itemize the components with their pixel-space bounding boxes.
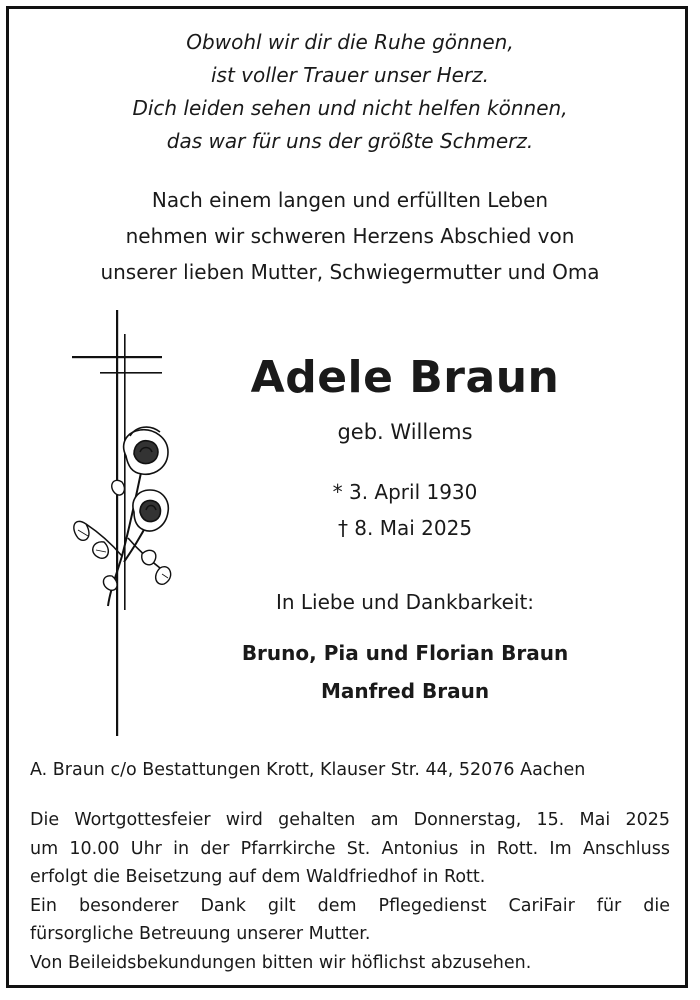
intro-line: Nach einem langen und erfüllten Leben [151, 188, 549, 212]
info-line: um 10.00 Uhr in der Pfarrkirche St. Antonius in Rott. Im Anschluss [30, 838, 670, 859]
closing-phrase: In Liebe und Dankbarkeit: [275, 590, 535, 614]
intro-line: nehmen wir schweren Herzens Abschied von [125, 224, 575, 248]
poem [0, 26, 700, 158]
mourner-line: Bruno, Pia und Florian Braun [241, 641, 569, 665]
info-line: Die Wortgottesfeier wird gehalten am Donnerstag, 15. Mai 2025 [30, 810, 670, 830]
deceased-name: Adele Braun [250, 352, 560, 403]
mourner-line: Manfred Braun [320, 679, 490, 703]
intro-text [0, 182, 700, 290]
death-date: † 8. Mai 2025 [337, 516, 473, 540]
poem-line: Dich leiden sehen und nicht helfen können, [132, 96, 568, 120]
service-info [30, 806, 670, 977]
poem-line: Obwohl wir dir die Ruhe gönnen, [186, 30, 514, 54]
info-line: fürsorgliche Betreuung unserer Mutter. [30, 924, 371, 944]
poem-line: das war für uns der größte Schmerz. [166, 129, 534, 153]
contact-address: A. Braun c/o Bestattungen Krott, Klauser Str. 44, 52076 Aachen [30, 760, 586, 780]
info-line: erfolgt die Beisetzung auf dem Waldfriedhof in Rott. [30, 867, 486, 887]
birth-date: * 3. April 1930 [332, 480, 478, 504]
poem-line: ist voller Trauer unser Herz. [210, 63, 490, 87]
info-line: Ein besonderer Dank gilt dem Pflegedienst CariFair für die [30, 895, 670, 916]
birth-name: geb. Willems [337, 420, 473, 444]
info-line: Von Beileidsbekundungen bitten wir höflichst abzusehen. [30, 952, 532, 973]
life-dates [150, 474, 660, 546]
mourners [150, 634, 660, 710]
intro-line: unserer lieben Mutter, Schwiegermutter und Oma [100, 260, 600, 284]
